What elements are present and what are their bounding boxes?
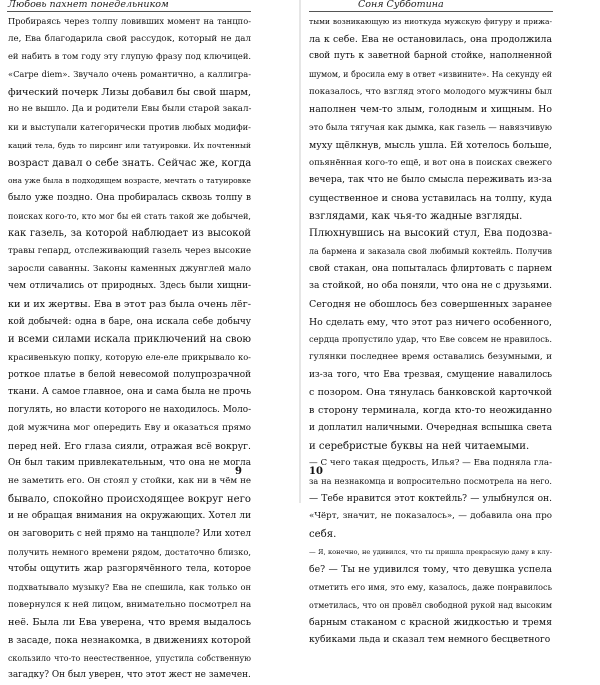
running-header-right: Соня Субботина — [358, 0, 444, 10]
text-line: чтобы ощутить жар разгорячённого тела, которое — [8, 564, 251, 575]
running-header-left: Любовь пахнет понедельником — [8, 0, 169, 10]
text-line: из-за того, что Ева трезвая, смущение навалилось — [309, 369, 552, 380]
left-page-text — [8, 13, 251, 685]
text-line: бе? — Ты не удивился тому, что девушка успела — [309, 564, 552, 576]
text-line: бывало, спокойно происходящее вокруг него — [8, 493, 251, 505]
text-line: скользило что-то неестественное, упустила собственную — [8, 653, 251, 663]
text-line: барным стаканом с красной жидкостью и тремя — [309, 617, 552, 629]
text-line: каций тела, будь то пирсинг или татуировки. Их почтенный — [8, 140, 251, 150]
text-line: Сегодня не обошлось без совершенных заранее — [309, 299, 552, 310]
right-page-text — [309, 13, 552, 650]
text-line: в засаде, пока незнакомка, в движениях которой — [8, 635, 251, 647]
text-line: свой стакан, она попыталась флиртовать с парнем — [309, 263, 552, 274]
text-line: ткани. А самое главное, она и сама была не прочь — [8, 387, 252, 398]
text-line: отметилась, что он провёл свободной рукой над высоким — [309, 600, 552, 610]
text-line: заросли саванны. Законы каменных джунглей мало — [8, 263, 251, 274]
header-rule-right — [309, 11, 553, 12]
text-line: — С чего такая щедрость, Илья? — Ева подняла гла- — [309, 458, 553, 469]
text-line: наполнен чем-то злым, голодным и хищным. Но — [309, 104, 552, 116]
text-line: ки и выступали категорически против любых модифи- — [8, 122, 251, 133]
text-line: он заговорить с ней прямо на танцполе? Или хотел — [8, 528, 251, 539]
page-number-right: 10 — [309, 466, 323, 477]
text-line: гулянки последнее время оставались безумными, и — [309, 352, 552, 363]
text-line: перед ней. Его глаза сияли, отражая всё вокруг. — [8, 440, 251, 452]
text-line: отметить его имя, это ему, казалось, даже понравилось — [309, 582, 552, 592]
page-number-left: 9 — [235, 466, 242, 477]
text-line: «Чёрт, значит, не показалось», — добавила она про — [309, 511, 552, 522]
text-line: взглядами, как чья-то жадные взгляды. — [309, 210, 523, 222]
text-line: дой мужчина мог опередить Еву и оказаться прямо — [8, 422, 251, 433]
text-line: вечера, так что не было смысла переживать из-за — [309, 175, 552, 186]
text-line: кой добычей: одна в баре, она искала себе добычу — [8, 316, 251, 327]
text-line: себя. — [309, 528, 337, 540]
text-line: — Тебе нравится этот коктейль? — улыбнулся он. — [309, 493, 552, 504]
text-line: ле, Ева благодарила свой рассудок, который не дал — [8, 33, 251, 44]
text-line: Плюхнувшись на высокий стул, Ева подозва- — [309, 228, 552, 240]
text-line: с позором. Она тянулась банковской карточкой — [309, 387, 552, 399]
text-line: «Carpe diem». Звучало очень романтично, а каллигра- — [8, 69, 251, 80]
text-line: получить немного времени рядом, достаточно близко, — [8, 546, 251, 557]
text-line: травы гепард, отслеживающий газель через высокие — [8, 245, 251, 256]
text-line: Но сделать ему, что этот раз ничего особенного, — [309, 316, 552, 328]
text-line: свой путь к заветной барной стойке, наполненной — [309, 51, 552, 62]
text-line: Пробираясь через толпу ловивших момент на танцпо- — [8, 16, 251, 26]
left-page — [0, 0, 299, 681]
text-line: подхватывало музыку? Ева не спешила, как только он — [8, 582, 251, 592]
header-rule-left — [7, 11, 251, 12]
text-line: сердца пропустило удар, что Еве совсем не нравилось. — [309, 334, 552, 345]
text-line: чем отличались от природных. Здесь были хищни- — [8, 281, 251, 292]
right-page — [301, 0, 600, 646]
text-line: неё. Была ли Ева уверена, что время выдалось — [8, 617, 251, 629]
text-line: ей набить в том году эту глупую фразу под ключицей. — [8, 51, 251, 62]
text-line: и не обращая внимания на окружающих. Хотел ли — [8, 511, 251, 522]
text-line: и доплатил наличными. Очередная вспышка света — [309, 422, 552, 433]
text-line: ла бармена и заказала свой любимый коктейль. Получив — [309, 246, 552, 256]
text-line: ки и их жертвы. Ева в этот раз была очень лёг- — [8, 299, 251, 310]
text-line: возраст давал о себе знать. Сейчас же, когда — [8, 157, 252, 169]
text-line: и всеми силами искала приключений на свою — [8, 334, 251, 346]
text-line: Он был таким привлекательным, что она не могла — [8, 458, 251, 469]
text-line: повернулся к ней лицом, внимательно посмотрел на — [8, 599, 252, 610]
text-line: поисках кого-то, кто мог бы ей стать такой же добычей, — [8, 210, 251, 221]
text-line: кубиками льда и сказал тем немного бесцветного — [309, 635, 551, 646]
text-line: погулять, но власти которого не находилось. Моло- — [8, 405, 252, 416]
text-line: красивенькую попку, которую еле-еле прикрывало ко- — [8, 352, 251, 363]
text-line: шумом, и бросила ему в ответ «извините». На секунду ей — [309, 70, 552, 80]
text-line: за на незнакомца и вопросительно посмотрела на него. — [309, 475, 552, 486]
text-line: — Я, конечно, не удивился, что ты пришла прекрасную даму в клу- — [309, 547, 552, 556]
text-line: существенное и снова уставилась на толпу, куда — [309, 192, 552, 204]
text-line: ла к себе. Ева не остановилась, она продолжила — [309, 33, 552, 45]
text-line: как газель, за которой наблюдает из высокой — [8, 228, 251, 240]
text-line: тыми возникающую из ниоткуда мужскую фигуру и прижа- — [309, 17, 552, 26]
text-line: но не вышло. Да и родители Евы были старой закал- — [8, 104, 252, 115]
text-line: роткое платье в белой невесомой полупрозрачной — [8, 369, 251, 380]
text-line: показалось, что взгляд этого молодого мужчины был — [309, 86, 552, 97]
text-line: было уже поздно. Она пробиралась сквозь толпу в — [8, 192, 251, 203]
text-line: это была тягучая как дымка, как газель — навязчивую — [309, 122, 552, 133]
text-line: фический почерк Лизы добавил бы свой шарм, — [8, 86, 252, 98]
text-line: и серебристые буквы на ней читаемыми. — [309, 440, 530, 452]
text-line: за стойкой, но оба поняли, что она не с друзьями. — [309, 281, 552, 292]
text-line: загадку? Он был уверен, что этот жест не замечен. — [8, 670, 251, 681]
text-line: опьянённая кого-то ещё, и вот она в поисках свежего — [309, 157, 552, 168]
text-line: муху щёлкнув, мысль ушла. Ей хотелось больше, — [309, 139, 552, 151]
text-line: не заметить его. Он стоял у стойки, как ни в чём не — [8, 475, 251, 486]
text-line: она уже была в подходящем возрасте, мечтать о татуировке — [8, 176, 251, 186]
text-line: в сторону терминала, когда кто-то неожиданно — [309, 405, 552, 417]
